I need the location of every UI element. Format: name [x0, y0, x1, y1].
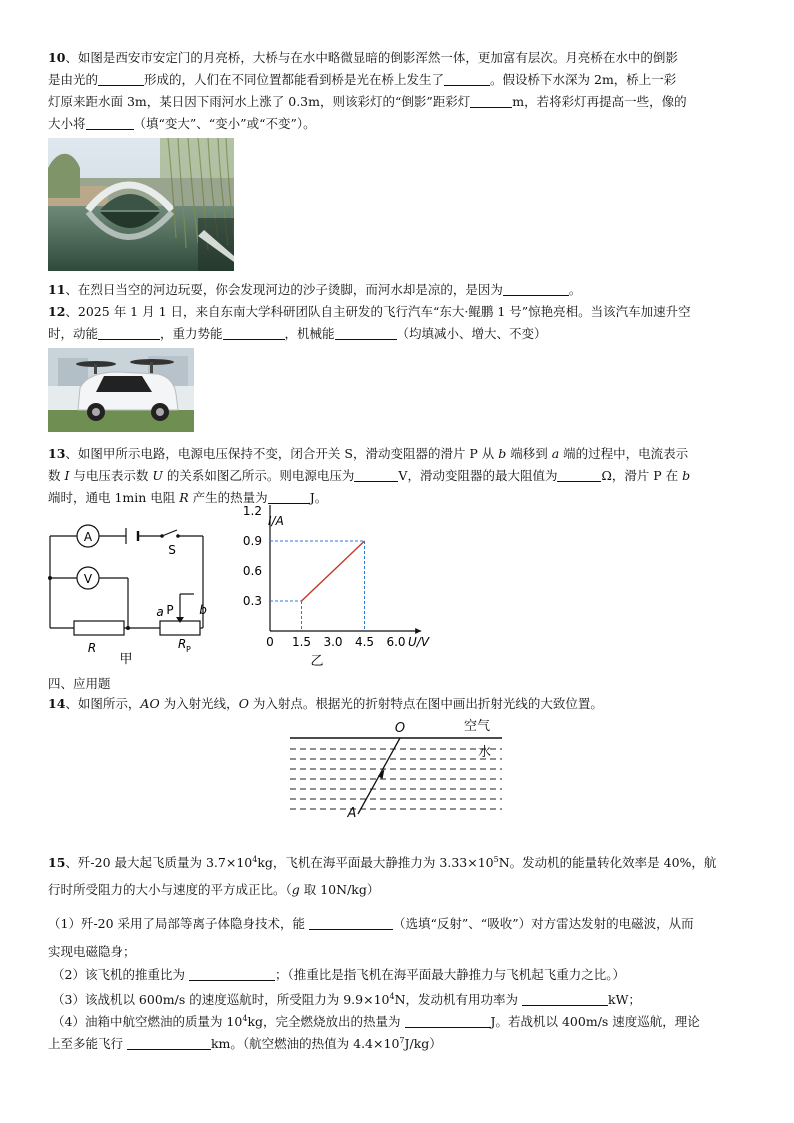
chart-origin: 0 — [266, 635, 274, 649]
switch-contact — [176, 534, 180, 538]
voltmeter-label: V — [83, 572, 93, 586]
switch-label: S — [168, 543, 176, 557]
q10-line2: 是由光的 形成的，人们在不同位置都能看到桥是光在桥上发生了 。假设桥下水深为 2m，桥上一彩 — [48, 72, 677, 87]
q15-part1-cont: 实现电磁隐身； — [48, 944, 136, 959]
q13-line3: 端时，通电 1min 电阻 R 产生的热量为 J。 — [48, 490, 328, 505]
q15-line2: 行时所受阻力的大小与速度的平方成正比。（g 取 10N/kg） — [48, 882, 380, 897]
chart-y-tick-label: 0.9 — [242, 534, 262, 548]
q13-line1: 13、如图甲所示电路，电源电压保持不变，闭合开关 S，滑动变阻器的滑片 P 从 b 端移到 a 端的过程中，电流表示 — [48, 446, 689, 461]
answer-blank[interactable] — [470, 93, 512, 108]
chart-x-tick-label: 1.5 — [291, 635, 312, 649]
answer-blank[interactable] — [127, 1035, 211, 1050]
water-label: 水 — [478, 745, 492, 760]
rheostat-label-sub: P — [186, 645, 191, 654]
answer-blank[interactable] — [268, 489, 310, 504]
q15-part4-cont: 上至多能飞行 km。（航空燃油的热值为 $4.4\times 10^7J/kg$） — [48, 1036, 442, 1052]
terminal-b-label: b — [199, 603, 207, 617]
q10-line3: 灯原来距水面 3m，某日因下雨河水上涨了 0.3m，则该彩灯的“倒影”距彩灯 m，若将彩灯再提高一些，像的 — [48, 94, 687, 109]
q15-part4: （4）油箱中航空燃油的质量为 $10^4kg$，完全燃烧放出的热量为 J。若战机以 400m/s 速度巡航，理论 — [52, 1014, 700, 1030]
chart-y-tick-label: 1.2 — [242, 505, 262, 518]
answer-blank[interactable] — [309, 915, 393, 930]
slider-p-label: P — [166, 603, 174, 617]
rheostat-rp — [160, 621, 200, 635]
answer-blank[interactable] — [444, 71, 490, 86]
answer-blank[interactable] — [522, 991, 608, 1006]
point-a-label: A — [347, 806, 357, 820]
q15-part2: （2）该飞机的推重比为 ；（推重比是指飞机在海平面最大静推力与飞机起飞重力之比。） — [52, 967, 625, 982]
answer-blank[interactable] — [503, 281, 569, 296]
moon-bridge-photo — [48, 138, 234, 271]
answer-blank[interactable] — [98, 325, 160, 340]
chart-x-arrow — [415, 628, 421, 634]
chart-x-tick-label: 4.5 — [354, 635, 375, 649]
chart-ylabel: I/A — [268, 514, 284, 528]
answer-blank[interactable] — [354, 467, 398, 482]
q10-line4: 大小将 （填“变大”、“变小”或“不变”）。 — [48, 116, 316, 131]
answer-blank[interactable] — [98, 71, 144, 86]
q13-line2: 数 I 与电压表示数 U 的关系如图乙所示。则电源电压为 V，滑动变阻器的最大阻值为 Ω，滑片 P 在 b — [48, 468, 691, 483]
q12-line2: 时，动能 ，重力势能 ，机械能 （均填减小、增大、不变） — [48, 326, 547, 341]
chart-xlabel: U/V — [408, 635, 430, 649]
chart-x-tick-label: 3.0 — [323, 635, 343, 649]
water-hatching — [290, 749, 502, 809]
switch-contact — [160, 534, 164, 538]
ammeter-label: A — [83, 530, 93, 544]
circuit-diagram — [40, 520, 220, 670]
chart-y-tick-label: 0.6 — [242, 564, 262, 578]
answer-blank[interactable] — [335, 325, 397, 340]
q11-line: 11、在烈日当空的河边玩耍，你会发现河边的沙子烫脚，而河水却是凉的，是因为 。 — [48, 282, 582, 297]
figure-yi-caption: 乙 — [310, 654, 324, 669]
q12-line1: 12、2025 年 1 月 1 日，来自东南大学科研团队自主研发的飞行汽车“东大·鲲鹏 1 号”惊艳亮相。当该汽车加速升空 — [48, 304, 691, 319]
refraction-diagram — [288, 716, 504, 820]
answer-blank[interactable] — [405, 1013, 491, 1028]
q10-line1: 10、如图是西安市安定门的月亮桥，大桥与在水中略微显暗的倒影浑然一体，更加富有层次。月亮桥在水中的倒影 — [48, 50, 678, 65]
figure-jia-caption: 甲 — [119, 652, 133, 667]
q14-line: 14、如图所示，AO 为入射光线，O 为入射点。根据光的折射特点在图中画出折射光线的大致位置。 — [48, 696, 603, 711]
answer-blank[interactable] — [86, 115, 134, 130]
answer-blank[interactable] — [557, 467, 601, 482]
terminal-a-label: a — [156, 605, 164, 619]
rheostat-label: R — [178, 637, 187, 651]
junction-dot — [48, 576, 52, 580]
junction-dot — [126, 626, 130, 630]
point-o-label: O — [394, 721, 406, 736]
answer-blank[interactable] — [223, 325, 285, 340]
section-heading: 四、应用题 — [48, 676, 111, 691]
q15-line1: 15、歼-20 最大起飞质量为 $3.7\times 10^4kg$，飞机在海平面最大静推力为 $3.33\times 10^5N$。发动机的能量转化效率是 40%，航 — [48, 855, 717, 871]
flying-car-photo — [48, 348, 194, 432]
chart-x-tick-label: 6.0 — [386, 635, 406, 649]
chart-y-tick-label: 0.3 — [242, 594, 262, 608]
q15-part1: （1）歼-20 采用了局部等离子体隐身技术，能 （选填“反射”、“吸收”）对方雷达发射的电磁波，从而 — [48, 916, 694, 931]
air-label: 空气 — [464, 719, 491, 734]
resistor-r-label: R — [87, 641, 97, 655]
chart-series-line — [302, 541, 365, 601]
iu-chart — [232, 505, 442, 670]
answer-blank[interactable] — [189, 966, 275, 981]
resistor-r — [74, 621, 124, 635]
q15-part3: （3）该战机以 600m/s 的速度巡航时，所受阻力为 $9.9\times 10^4N$，发动机有用功率为 kW； — [52, 992, 641, 1008]
ray-arrow — [378, 769, 385, 779]
